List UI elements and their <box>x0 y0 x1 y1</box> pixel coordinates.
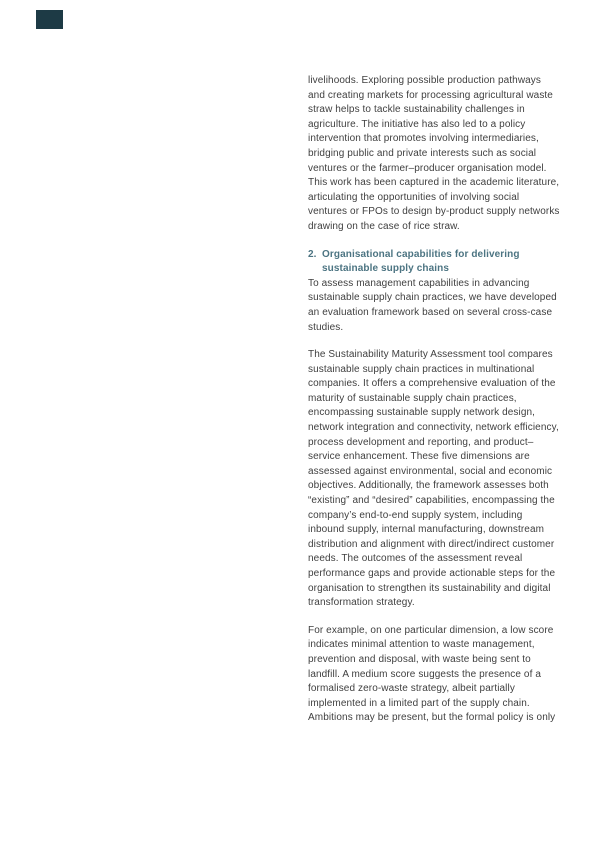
section-heading-title: Organisational capabilities for delivering sustainable supply chains <box>322 248 520 275</box>
body-paragraph: The Sustainability Maturity Assessment tool compares sustainable supply chain practices in multinational companies. It offers a comprehensive evaluation of the maturity of sustainable supply chain practices, encompassing sustainable supply network design, network integration and connectivity, network efficiency, process development and reporting, and product–service enhancement. These five dimensions are assessed against environmental, social and economic objectives. Additionally, the framework assesses both “existing” and “desired” capabilities, encompassing the company’s end-to-end supply system, including inbound supply, internal manufacturing, downstream distribution and alignment with direct/indirect customer needs. The outcomes of the assessment reveal performance gaps and provide actionable steps for the organisation to strengthen its sustainability and digital transformation strategy. <box>308 349 559 609</box>
intro-paragraph: livelihoods. Exploring possible production pathways and creating markets for processing agricultural waste straw helps to tackle sustainability challenges in agriculture. The initiative has also led to a policy intervention that promotes involving intermediaries, bridging public and private interests such as social ventures or the farmer–producer organisation model. This work has been captured in the academic literature, articulating the opportunities of involving social ventures or FPOs to design by-product supply networks drawing on the case of rice straw. <box>308 75 560 232</box>
body-paragraph: To assess management capabilities in advancing sustainable supply chain practices, we have developed an evaluation framework based on several cross-case studies. <box>308 277 557 333</box>
section-heading <box>308 248 560 277</box>
text-column <box>308 74 560 739</box>
section-heading-number: 2. <box>308 248 317 260</box>
corner-brand-mark <box>36 10 63 29</box>
body-paragraph: For example, on one particular dimension, a low score indicates minimal attention to waste management, prevention and disposal, with waste being sent to landfill. A medium score suggests the presence of a formalised zero-waste strategy, albeit partially implemented in a limited part of the supply chain. Ambitions may be present, but the formal policy is only <box>308 624 556 724</box>
